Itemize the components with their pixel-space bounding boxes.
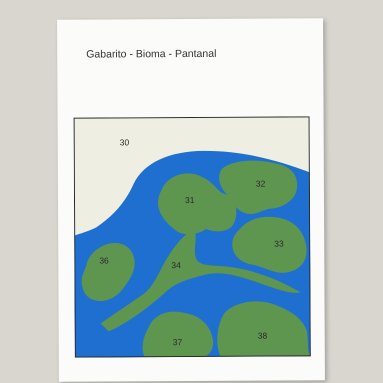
region-label-38: 38 xyxy=(257,330,268,341)
page-title: Gabarito - Bioma - Pantanal xyxy=(86,47,217,61)
region-label-34: 34 xyxy=(171,260,181,271)
region-label-36: 36 xyxy=(99,255,109,266)
pantanal-map xyxy=(74,116,311,357)
paper-sheet xyxy=(57,18,325,381)
region-label-37: 37 xyxy=(172,337,183,348)
region-label-33: 33 xyxy=(274,238,284,249)
region-label-30: 30 xyxy=(119,137,130,148)
region-label-31: 31 xyxy=(184,194,195,206)
region-label-32: 32 xyxy=(255,178,266,189)
